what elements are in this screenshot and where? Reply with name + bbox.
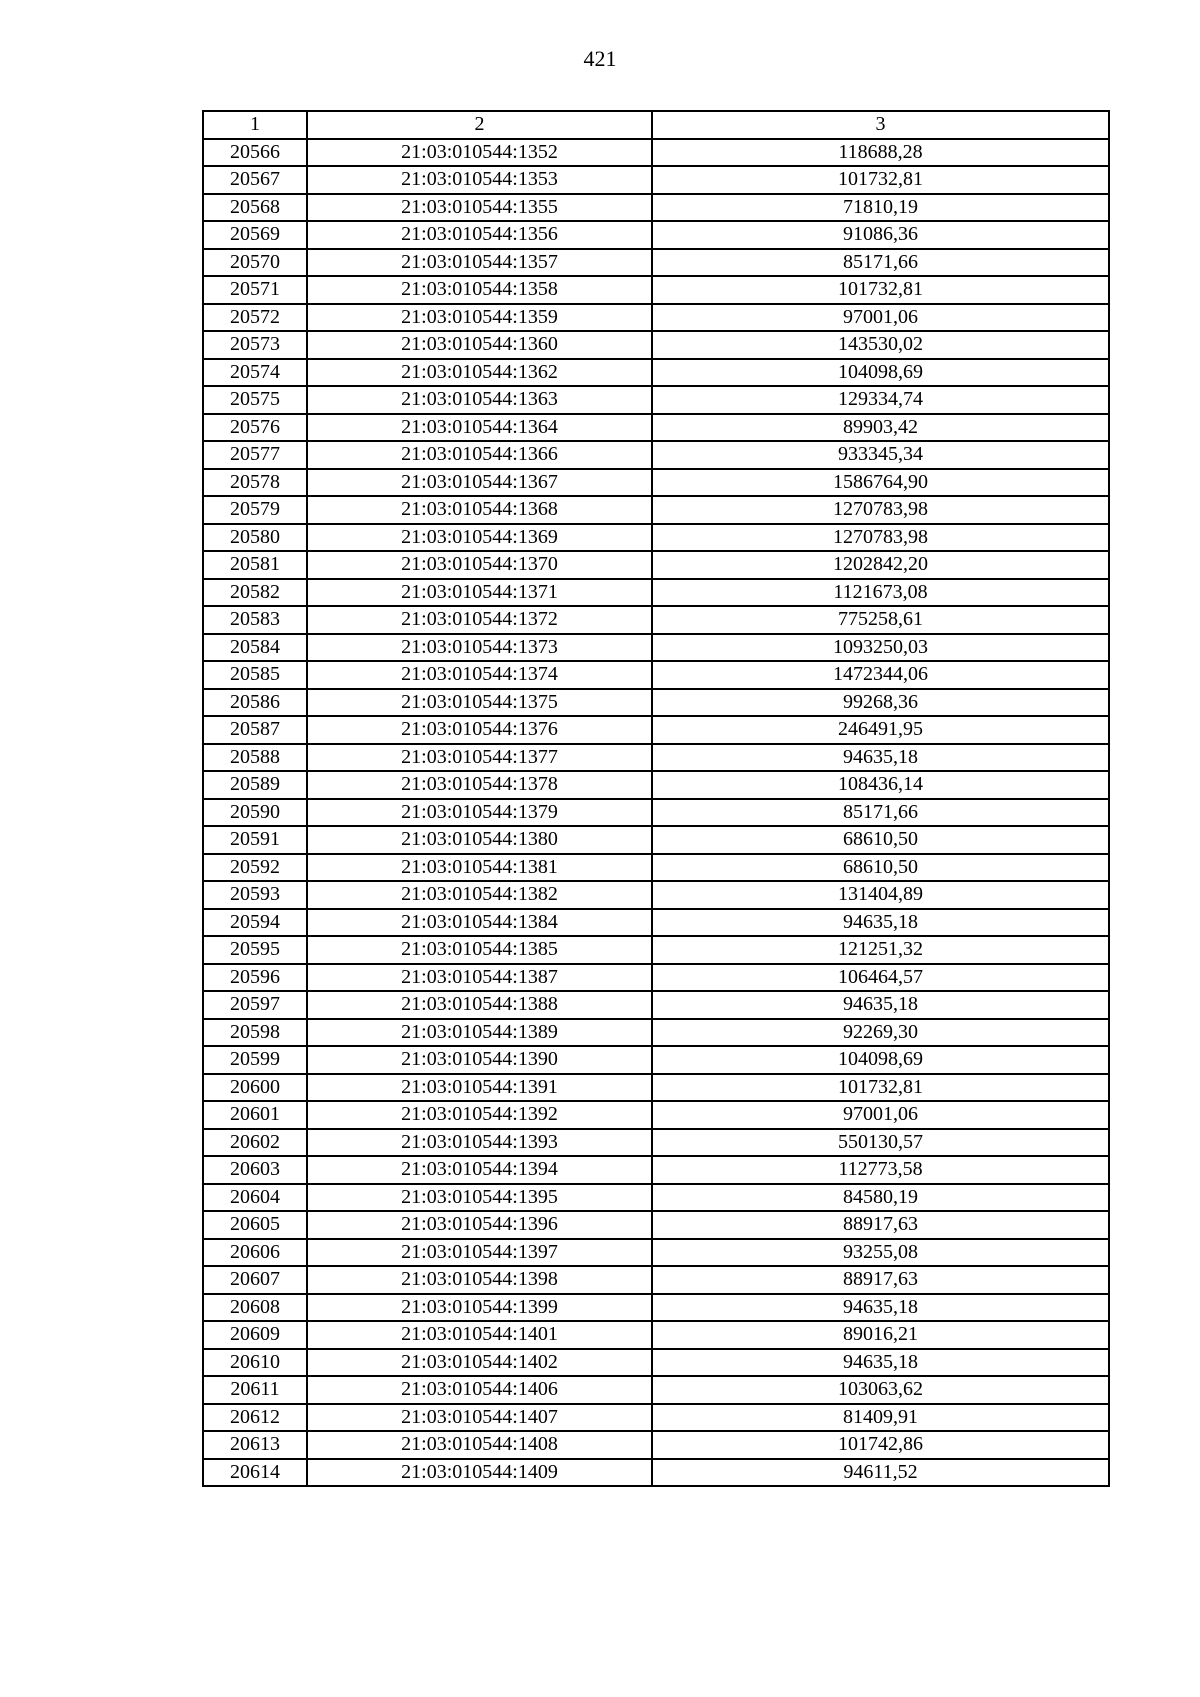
- value-cell: 101732,81: [652, 276, 1109, 304]
- table-row: [203, 854, 1109, 882]
- table-row: [203, 744, 1109, 772]
- table-row: [203, 139, 1109, 167]
- value-cell: 933345,34: [652, 441, 1109, 469]
- row-number-cell: 20578: [203, 469, 307, 497]
- cadastral-number-cell: 21:03:010544:1402: [307, 1349, 652, 1377]
- cadastral-number-cell: 21:03:010544:1353: [307, 166, 652, 194]
- table-row: [203, 1046, 1109, 1074]
- row-number-cell: 20596: [203, 964, 307, 992]
- cadastral-number-cell: 21:03:010544:1389: [307, 1019, 652, 1047]
- value-cell: 89903,42: [652, 414, 1109, 442]
- value-cell: 1093250,03: [652, 634, 1109, 662]
- row-number-cell: 20603: [203, 1156, 307, 1184]
- cadastral-number-cell: 21:03:010544:1392: [307, 1101, 652, 1129]
- value-cell: 131404,89: [652, 881, 1109, 909]
- value-cell: 97001,06: [652, 304, 1109, 332]
- table-row: [203, 496, 1109, 524]
- cadastral-number-cell: 21:03:010544:1395: [307, 1184, 652, 1212]
- row-number-cell: 20568: [203, 194, 307, 222]
- cadastral-number-cell: 21:03:010544:1364: [307, 414, 652, 442]
- value-cell: 1270783,98: [652, 524, 1109, 552]
- value-cell: 85171,66: [652, 249, 1109, 277]
- header-row: [203, 111, 1109, 139]
- value-cell: 112773,58: [652, 1156, 1109, 1184]
- table-header: [203, 111, 1109, 139]
- table-row: [203, 881, 1109, 909]
- value-cell: 1472344,06: [652, 661, 1109, 689]
- table-row: [203, 1019, 1109, 1047]
- row-number-cell: 20597: [203, 991, 307, 1019]
- row-number-cell: 20571: [203, 276, 307, 304]
- value-cell: 104098,69: [652, 1046, 1109, 1074]
- table-row: [203, 1404, 1109, 1432]
- value-cell: 91086,36: [652, 221, 1109, 249]
- value-cell: 101742,86: [652, 1431, 1109, 1459]
- row-number-cell: 20583: [203, 606, 307, 634]
- cadastral-number-cell: 21:03:010544:1390: [307, 1046, 652, 1074]
- column-header-1: 1: [203, 111, 307, 139]
- page-number: 421: [583, 46, 617, 71]
- cadastral-number-cell: 21:03:010544:1399: [307, 1294, 652, 1322]
- cadastral-number-cell: 21:03:010544:1381: [307, 854, 652, 882]
- cadastral-number-cell: 21:03:010544:1375: [307, 689, 652, 717]
- column-header-2: 2: [307, 111, 652, 139]
- table-row: [203, 1349, 1109, 1377]
- cadastral-number-cell: 21:03:010544:1372: [307, 606, 652, 634]
- table-row: [203, 689, 1109, 717]
- value-cell: 246491,95: [652, 716, 1109, 744]
- data-table: [202, 110, 1110, 1487]
- value-cell: 97001,06: [652, 1101, 1109, 1129]
- value-cell: 85171,66: [652, 799, 1109, 827]
- table-row: [203, 909, 1109, 937]
- row-number-cell: 20611: [203, 1376, 307, 1404]
- row-number-cell: 20602: [203, 1129, 307, 1157]
- cadastral-number-cell: 21:03:010544:1378: [307, 771, 652, 799]
- value-cell: 94635,18: [652, 744, 1109, 772]
- row-number-cell: 20572: [203, 304, 307, 332]
- cadastral-number-cell: 21:03:010544:1355: [307, 194, 652, 222]
- table-row: [203, 964, 1109, 992]
- row-number-cell: 20613: [203, 1431, 307, 1459]
- cadastral-number-cell: 21:03:010544:1391: [307, 1074, 652, 1102]
- row-number-cell: 20586: [203, 689, 307, 717]
- cadastral-number-cell: 21:03:010544:1393: [307, 1129, 652, 1157]
- value-cell: 68610,50: [652, 854, 1109, 882]
- table-row: [203, 524, 1109, 552]
- value-cell: 775258,61: [652, 606, 1109, 634]
- table-row: [203, 1101, 1109, 1129]
- value-cell: 1586764,90: [652, 469, 1109, 497]
- value-cell: 94635,18: [652, 991, 1109, 1019]
- row-number-cell: 20566: [203, 139, 307, 167]
- value-cell: 89016,21: [652, 1321, 1109, 1349]
- row-number-cell: 20605: [203, 1211, 307, 1239]
- table-row: [203, 826, 1109, 854]
- value-cell: 71810,19: [652, 194, 1109, 222]
- table-row: [203, 1294, 1109, 1322]
- column-header-3: 3: [652, 111, 1109, 139]
- value-cell: 81409,91: [652, 1404, 1109, 1432]
- cadastral-number-cell: 21:03:010544:1384: [307, 909, 652, 937]
- value-cell: 143530,02: [652, 331, 1109, 359]
- value-cell: 1121673,08: [652, 579, 1109, 607]
- table-row: [203, 1211, 1109, 1239]
- row-number-cell: 20590: [203, 799, 307, 827]
- value-cell: 94635,18: [652, 1294, 1109, 1322]
- cadastral-number-cell: 21:03:010544:1373: [307, 634, 652, 662]
- table-row: [203, 716, 1109, 744]
- row-number-cell: 20609: [203, 1321, 307, 1349]
- row-number-cell: 20606: [203, 1239, 307, 1267]
- row-number-cell: 20576: [203, 414, 307, 442]
- value-cell: 94635,18: [652, 909, 1109, 937]
- row-number-cell: 20574: [203, 359, 307, 387]
- table-body: [203, 139, 1109, 1487]
- row-number-cell: 20595: [203, 936, 307, 964]
- cadastral-number-cell: 21:03:010544:1396: [307, 1211, 652, 1239]
- row-number-cell: 20585: [203, 661, 307, 689]
- cadastral-number-cell: 21:03:010544:1363: [307, 386, 652, 414]
- table-row: [203, 1239, 1109, 1267]
- row-number-cell: 20614: [203, 1459, 307, 1487]
- cadastral-number-cell: 21:03:010544:1401: [307, 1321, 652, 1349]
- cadastral-number-cell: 21:03:010544:1357: [307, 249, 652, 277]
- table-row: [203, 276, 1109, 304]
- cadastral-number-cell: 21:03:010544:1371: [307, 579, 652, 607]
- table-row: [203, 1184, 1109, 1212]
- table-row: [203, 1266, 1109, 1294]
- value-cell: 84580,19: [652, 1184, 1109, 1212]
- value-cell: 88917,63: [652, 1211, 1109, 1239]
- value-cell: 550130,57: [652, 1129, 1109, 1157]
- value-cell: 94635,18: [652, 1349, 1109, 1377]
- table-row: [203, 194, 1109, 222]
- table-row: [203, 469, 1109, 497]
- row-number-cell: 20600: [203, 1074, 307, 1102]
- row-number-cell: 20591: [203, 826, 307, 854]
- table-row: [203, 634, 1109, 662]
- cadastral-number-cell: 21:03:010544:1409: [307, 1459, 652, 1487]
- cadastral-number-cell: 21:03:010544:1380: [307, 826, 652, 854]
- row-number-cell: 20581: [203, 551, 307, 579]
- cadastral-number-cell: 21:03:010544:1379: [307, 799, 652, 827]
- table-row: [203, 551, 1109, 579]
- cadastral-number-cell: 21:03:010544:1398: [307, 1266, 652, 1294]
- cadastral-number-cell: 21:03:010544:1374: [307, 661, 652, 689]
- table-row: [203, 1431, 1109, 1459]
- value-cell: 108436,14: [652, 771, 1109, 799]
- cadastral-number-cell: 21:03:010544:1382: [307, 881, 652, 909]
- table-row: [203, 771, 1109, 799]
- table-row: [203, 606, 1109, 634]
- cadastral-number-cell: 21:03:010544:1352: [307, 139, 652, 167]
- row-number-cell: 20593: [203, 881, 307, 909]
- table-row: [203, 1459, 1109, 1487]
- row-number-cell: 20584: [203, 634, 307, 662]
- value-cell: 92269,30: [652, 1019, 1109, 1047]
- table-row: [203, 249, 1109, 277]
- cadastral-number-cell: 21:03:010544:1360: [307, 331, 652, 359]
- value-cell: 99268,36: [652, 689, 1109, 717]
- cadastral-number-cell: 21:03:010544:1385: [307, 936, 652, 964]
- row-number-cell: 20582: [203, 579, 307, 607]
- row-number-cell: 20580: [203, 524, 307, 552]
- cadastral-number-cell: 21:03:010544:1388: [307, 991, 652, 1019]
- row-number-cell: 20573: [203, 331, 307, 359]
- row-number-cell: 20577: [203, 441, 307, 469]
- row-number-cell: 20604: [203, 1184, 307, 1212]
- row-number-cell: 20587: [203, 716, 307, 744]
- table-row: [203, 1156, 1109, 1184]
- row-number-cell: 20579: [203, 496, 307, 524]
- value-cell: 101732,81: [652, 1074, 1109, 1102]
- row-number-cell: 20607: [203, 1266, 307, 1294]
- cadastral-number-cell: 21:03:010544:1356: [307, 221, 652, 249]
- value-cell: 88917,63: [652, 1266, 1109, 1294]
- value-cell: 103063,62: [652, 1376, 1109, 1404]
- value-cell: 104098,69: [652, 359, 1109, 387]
- cadastral-number-cell: 21:03:010544:1408: [307, 1431, 652, 1459]
- row-number-cell: 20601: [203, 1101, 307, 1129]
- value-cell: 101732,81: [652, 166, 1109, 194]
- table-row: [203, 441, 1109, 469]
- value-cell: 129334,74: [652, 386, 1109, 414]
- table-row: [203, 799, 1109, 827]
- row-number-cell: 20598: [203, 1019, 307, 1047]
- value-cell: 121251,32: [652, 936, 1109, 964]
- value-cell: 118688,28: [652, 139, 1109, 167]
- table-row: [203, 304, 1109, 332]
- cadastral-number-cell: 21:03:010544:1367: [307, 469, 652, 497]
- value-cell: 106464,57: [652, 964, 1109, 992]
- table-row: [203, 1129, 1109, 1157]
- table-row: [203, 579, 1109, 607]
- value-cell: 68610,50: [652, 826, 1109, 854]
- table-row: [203, 661, 1109, 689]
- cadastral-number-cell: 21:03:010544:1407: [307, 1404, 652, 1432]
- row-number-cell: 20610: [203, 1349, 307, 1377]
- table-row: [203, 1376, 1109, 1404]
- cadastral-number-cell: 21:03:010544:1368: [307, 496, 652, 524]
- row-number-cell: 20569: [203, 221, 307, 249]
- table-row: [203, 414, 1109, 442]
- table-row: [203, 1321, 1109, 1349]
- row-number-cell: 20575: [203, 386, 307, 414]
- row-number-cell: 20592: [203, 854, 307, 882]
- row-number-cell: 20599: [203, 1046, 307, 1074]
- table-row: [203, 221, 1109, 249]
- cadastral-number-cell: 21:03:010544:1394: [307, 1156, 652, 1184]
- value-cell: 93255,08: [652, 1239, 1109, 1267]
- cadastral-number-cell: 21:03:010544:1370: [307, 551, 652, 579]
- table-row: [203, 386, 1109, 414]
- row-number-cell: 20608: [203, 1294, 307, 1322]
- row-number-cell: 20589: [203, 771, 307, 799]
- table-row: [203, 1074, 1109, 1102]
- cadastral-number-cell: 21:03:010544:1377: [307, 744, 652, 772]
- row-number-cell: 20570: [203, 249, 307, 277]
- cadastral-number-cell: 21:03:010544:1369: [307, 524, 652, 552]
- cadastral-number-cell: 21:03:010544:1362: [307, 359, 652, 387]
- cadastral-number-cell: 21:03:010544:1397: [307, 1239, 652, 1267]
- table-row: [203, 331, 1109, 359]
- row-number-cell: 20594: [203, 909, 307, 937]
- table-row: [203, 166, 1109, 194]
- table-row: [203, 936, 1109, 964]
- table-row: [203, 359, 1109, 387]
- cadastral-number-cell: 21:03:010544:1376: [307, 716, 652, 744]
- value-cell: 1202842,20: [652, 551, 1109, 579]
- cadastral-number-cell: 21:03:010544:1387: [307, 964, 652, 992]
- cadastral-number-cell: 21:03:010544:1358: [307, 276, 652, 304]
- row-number-cell: 20567: [203, 166, 307, 194]
- row-number-cell: 20588: [203, 744, 307, 772]
- value-cell: 94611,52: [652, 1459, 1109, 1487]
- cadastral-number-cell: 21:03:010544:1359: [307, 304, 652, 332]
- row-number-cell: 20612: [203, 1404, 307, 1432]
- cadastral-number-cell: 21:03:010544:1366: [307, 441, 652, 469]
- value-cell: 1270783,98: [652, 496, 1109, 524]
- table-row: [203, 991, 1109, 1019]
- cadastral-number-cell: 21:03:010544:1406: [307, 1376, 652, 1404]
